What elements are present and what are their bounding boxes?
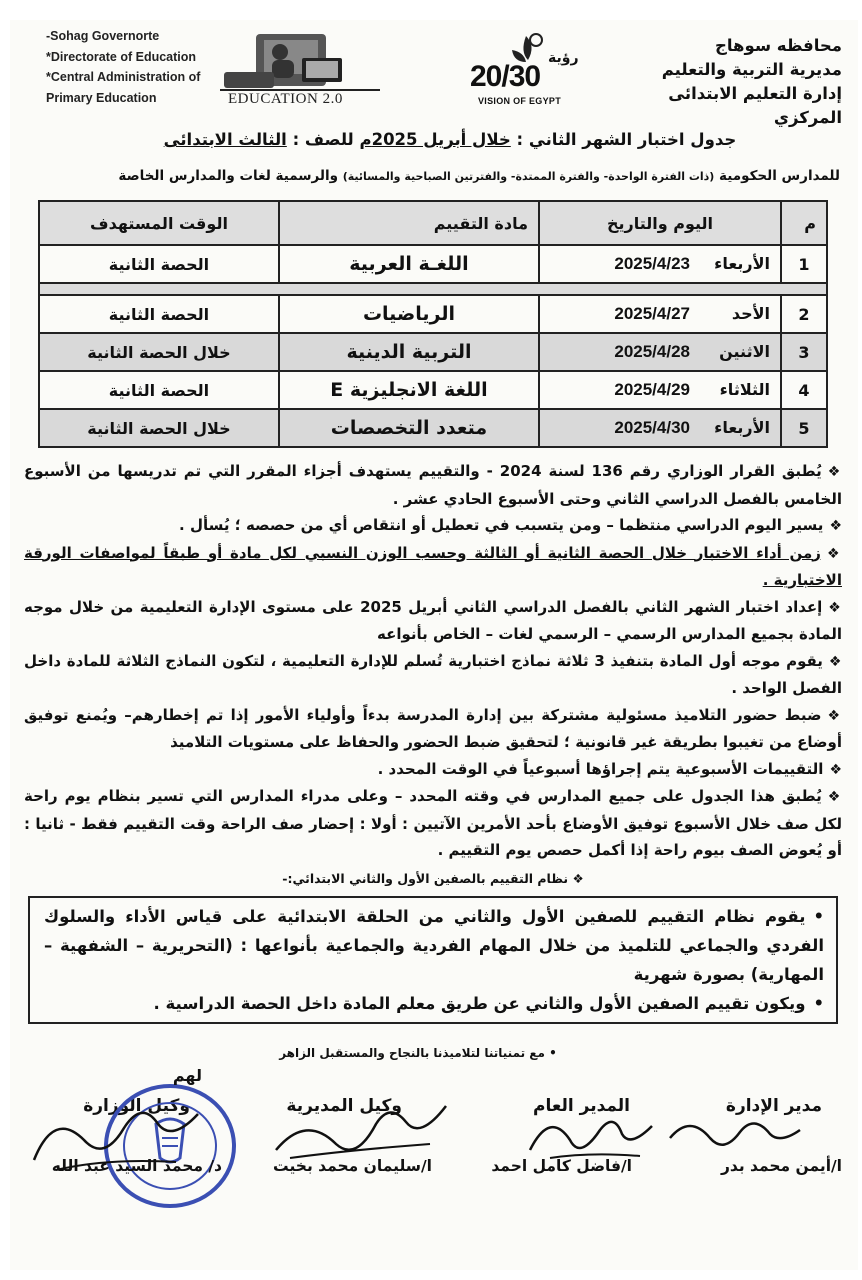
signature-title: وكيل المديرية xyxy=(286,1096,402,1116)
title-grade: الثالث الابتدائى xyxy=(163,130,287,149)
header-english-block xyxy=(46,26,246,108)
box-item-text: ويكون تقييم الصفين الأول والثاني عن طريق معلم المادة داخل الحصة الدراسية . xyxy=(153,994,806,1013)
handwritten-note: لهم xyxy=(172,1066,202,1085)
signature-name: ا/سليمان محمد بخيت xyxy=(273,1157,432,1175)
section-title-text: نظام التقييم بالصفين الأول والثاني الابتدائي:- xyxy=(282,870,569,886)
table-row xyxy=(39,371,827,409)
table-row xyxy=(39,333,827,371)
row-time: الحصة الثانية xyxy=(39,295,279,333)
page-subtitle xyxy=(28,168,840,184)
box-item xyxy=(44,902,824,989)
row-day: الأربعاء xyxy=(714,418,770,437)
note-text: زمن أداء الاختبار خلال الحصة الثانية أو الثالثة وحسب الوزن النسبي لكل مادة أو طبقاً لمواصفات الورقة الاختبارية . xyxy=(24,543,842,589)
row-day: الثلاثاء xyxy=(719,380,770,399)
row-time: الحصة الثانية xyxy=(39,245,279,283)
header-cell-subject: مادة التقييم xyxy=(279,201,539,245)
evaluation-system-box xyxy=(28,896,838,1024)
spacer-cell xyxy=(39,283,827,295)
note-item xyxy=(24,756,842,784)
title-part: للصف : xyxy=(292,130,354,149)
row-time: خلال الحصة الثانية xyxy=(39,409,279,447)
exam-schedule-table xyxy=(38,200,828,448)
diamond-bullet-icon: ❖ xyxy=(826,545,842,562)
diamond-bullet-icon: ❖ xyxy=(828,653,842,670)
page-title xyxy=(80,130,820,149)
section-title xyxy=(24,866,842,893)
vision-word: رؤية xyxy=(548,50,579,66)
note-item xyxy=(24,702,842,756)
header-arabic-line: إدارة التعليم الابتدائى المركزي xyxy=(668,84,842,127)
bullet-icon: • xyxy=(544,1046,557,1060)
education-logo-text: EDUCATION 2.0 xyxy=(228,91,343,107)
row-date-value: 2025/4/28 xyxy=(614,342,690,361)
notes-section xyxy=(24,458,842,1067)
table-spacer-row xyxy=(39,283,827,295)
header-cell-date: اليوم والتاريخ xyxy=(539,201,781,245)
row-subject: التربية الدينية xyxy=(279,333,539,371)
row-day: الأربعاء xyxy=(714,254,770,273)
subtitle-detail: (ذات الفترة الواحدة- والفترة الممتدة- والفترتين الصباحية والمسائية) xyxy=(342,170,715,183)
row-subject: متعدد التخصصات xyxy=(279,409,539,447)
vision-number: 20/30 xyxy=(470,60,541,93)
note-text: التقييمات الأسبوعية يتم إجراؤها أسبوعياً في الوقت المحدد . xyxy=(377,759,824,778)
row-date-value: 2025/4/27 xyxy=(614,304,690,323)
header-cell-time: الوقت المستهدف xyxy=(39,201,279,245)
signature-name: ا/فاضل كامل احمد xyxy=(491,1157,632,1175)
header-english-line: Primary Education xyxy=(46,90,157,105)
vision-caption: VISION OF EGYPT xyxy=(478,96,562,106)
header-cell-number: م xyxy=(781,201,827,245)
note-text: يُطبق القرار الوزاري رقم 136 لسنة 2024 - والتقييم يستهدف أجزاء المقرر التي تم تدريسها من الأسبوع الخامس بالفصل الدراسي الثاني وحتى الأسبوع الحادي عشر . xyxy=(24,462,842,508)
row-date xyxy=(539,371,781,409)
title-month: خلال أبريل 2025م xyxy=(359,130,511,149)
row-number: 1 xyxy=(781,245,827,283)
header-english-line: -Sohag Governorte xyxy=(46,29,160,43)
row-time: خلال الحصة الثانية xyxy=(39,333,279,371)
row-subject: الرياضيات xyxy=(279,295,539,333)
table-row xyxy=(39,245,827,283)
header-english-line: *Central Administration of xyxy=(46,70,201,84)
row-number: 2 xyxy=(781,295,827,333)
closing-wish xyxy=(24,1040,842,1067)
row-date xyxy=(539,333,781,371)
diamond-bullet-icon: ❖ xyxy=(827,464,843,480)
header-arabic-line: مديرية التربية والتعليم xyxy=(661,60,842,79)
header-arabic-line: محافظه سوهاج xyxy=(714,36,842,55)
note-item xyxy=(24,594,842,648)
bullet-icon: • xyxy=(813,907,824,926)
closing-wish-text: مع تمنياتنا لتلاميذنا بالنجاح والمستقبل الزاهر xyxy=(279,1046,545,1060)
signature-title: مدير الإدارة xyxy=(725,1096,822,1116)
signature-title: وكيل الوزارة xyxy=(83,1096,190,1116)
diamond-bullet-icon: ❖ xyxy=(829,761,842,778)
signature-scribble-icon xyxy=(660,1108,810,1158)
row-date xyxy=(539,409,781,447)
row-date-value: 2025/4/29 xyxy=(614,380,690,399)
note-item xyxy=(24,458,842,512)
diamond-bullet-icon: ❖ xyxy=(827,707,842,724)
note-text: يُطبق هذا الجدول على جميع المدارس في وقته المحدد – وعلى مدراء المدارس التي تسير بنظام يوم راحة لكل صف خلال الأسبوع توفيق الأوضاع بأحد الأمرين الآتيين : أولا : إحضار صف الراحة وقت التقييم فقط - ثانيا : أو يُعوض الصف بيوم راحة إذا أكمل حصص يوم التقييم . xyxy=(24,787,842,859)
note-text: يقوم موجه أول المادة بتنفيذ 3 ثلاثة نماذج اختبارية تُسلم للإدارة التعليمية ، لتكون النماذج الثلاثة للمادة داخل الفصل الواحد . xyxy=(24,651,842,697)
signature-name: ا/أيمن محمد بدر xyxy=(720,1157,842,1175)
subtitle-end: والرسمية لغات والمدارس الخاصة xyxy=(118,168,339,184)
bullet-icon: • xyxy=(813,994,824,1013)
subtitle-main: للمدارس الحكومية xyxy=(719,168,840,184)
table-row xyxy=(39,409,827,447)
note-text: يسير اليوم الدراسي منتظما – ومن يتسبب في تعطيل أو انتقاص أي من حصصه ؛ يُسأل . xyxy=(179,516,824,534)
note-item xyxy=(24,512,842,540)
note-text: إعداد اختبار الشهر الثاني بالفصل الدراسي الثاني أبريل 2025 على مستوى الإدارة التعليمية من خلال موجه المادة بجميع المدارس الرسمي – الرسمي لغات – الخاص بأنواعه xyxy=(24,597,842,643)
note-item xyxy=(24,783,842,864)
note-text: ضبط حضور التلاميذ مسئولية مشتركة بين إدارة المدرسة بدءاً وأولياء الأمور إذا تم إخطارهم– ويُمنع توفيق أوضاع من تغيبوا بطريقة غير قانونية ؛ لتحقيق ضبط الحضور والحفاظ على مستويات التلاميذ xyxy=(24,705,842,751)
table-row xyxy=(39,295,827,333)
row-date-value: 2025/4/23 xyxy=(614,254,690,273)
note-item xyxy=(24,540,842,594)
box-item xyxy=(44,989,824,1018)
diamond-bullet-icon: ❖ xyxy=(827,789,842,805)
row-day: الاثنين xyxy=(719,342,770,361)
row-date xyxy=(539,295,781,333)
signature-name: د/ محمد السيد عبد الله xyxy=(51,1157,222,1175)
row-day: الأحد xyxy=(731,304,770,323)
row-subject: اللغة الانجليزية E xyxy=(279,371,539,409)
row-number: 5 xyxy=(781,409,827,447)
signature-title: المدير العام xyxy=(533,1096,630,1116)
note-item xyxy=(24,648,842,702)
title-part: جدول اختبار الشهر الثاني : xyxy=(516,130,737,149)
diamond-bullet-icon: ❖ xyxy=(828,599,842,616)
row-date-value: 2025/4/30 xyxy=(614,418,690,437)
table-header-row xyxy=(39,201,827,245)
diamond-bullet-icon: ❖ xyxy=(568,870,584,886)
header-english-line: *Directorate of Education xyxy=(46,49,197,64)
header-arabic-block xyxy=(602,34,842,130)
row-subject: اللغـة العربية xyxy=(279,245,539,283)
row-number: 4 xyxy=(781,371,827,409)
row-date xyxy=(539,245,781,283)
diamond-bullet-icon: ❖ xyxy=(829,518,842,534)
row-number: 3 xyxy=(781,333,827,371)
box-item-text: يقوم نظام التقييم للصفين الأول والثاني من الحلقة الابتدائية على قياس الأداء والسلوك الفردي والجماعي للتلميذ من خلال المهام الفردية والجماعية بأنواعها : (التحريرية – الشفهية – المهارية) بصورة شهرية xyxy=(44,907,824,984)
row-time: الحصة الثانية xyxy=(39,371,279,409)
